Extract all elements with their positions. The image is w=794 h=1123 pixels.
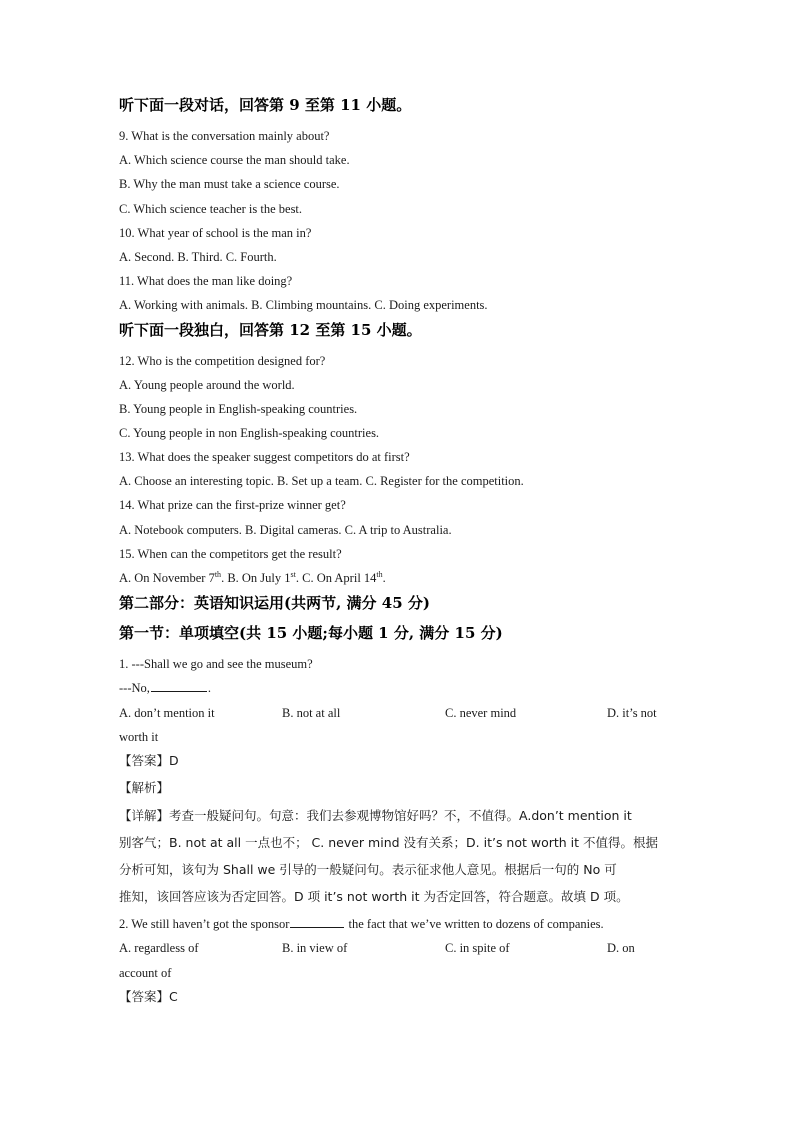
cloze-q1-option-a: A. don’t mention it (119, 706, 215, 720)
answer-blank (290, 916, 344, 928)
question-13: 13. What does the speaker suggest competitors do at first? (119, 450, 410, 464)
question-14-options: A. Notebook computers. B. Digital cameras. C. A trip to Australia. (119, 523, 452, 537)
detail-line-2: 别客气；B. not at all 一点也不； C. never mind 没有关系；D. it’s not worth it 不值得。根据 (119, 835, 659, 850)
q15-option-b-text: . B. On July 1 (221, 571, 291, 585)
section-heading-12-15: 听下面一段独白，回答第 12 至第 15 小题。 (119, 321, 422, 339)
cloze-q2 (119, 916, 604, 932)
question-14: 14. What prize can the first-prize winner get? (119, 498, 346, 512)
answer-label: 【答案】 (119, 753, 170, 768)
cloze-q2-option-c: C. in spite of (445, 941, 510, 955)
question-9-option-b: B. Why the man must take a science course. (119, 177, 340, 191)
section-heading-9-11: 听下面一段对话，回答第 9 至第 11 小题。 (119, 96, 412, 114)
answer-blank (151, 680, 207, 692)
detail-line-1 (119, 808, 632, 824)
part2-section1-heading: 第一节：单项填空(共 15 小题;每小题 1 分, 满分 15 分) (119, 624, 503, 642)
answer-label: 【答案】 (119, 989, 170, 1004)
cloze-q1-line2-post: . (207, 681, 212, 695)
question-12-option-a: A. Young people around the world. (119, 378, 295, 392)
detail-line-4: 推知，该回答应该为否定回答。D 项 it’s not worth it 为否定回答，符合题意。故填 D 项。 (119, 889, 629, 904)
detail-line-3: 分析可知，该句为 Shall we 引导的一般疑问句。表示征求他人意见。根据后一句的 No 可 (119, 862, 617, 877)
cloze-q2-pre: 2. We still haven’t got the sponsor (119, 917, 290, 931)
question-11: 11. What does the man like doing? (119, 274, 293, 288)
q15-option-a-sup: th (214, 569, 222, 579)
question-15: 15. When can the competitors get the result? (119, 547, 342, 561)
question-12-option-b: B. Young people in English-speaking countries. (119, 402, 358, 416)
question-9: 9. What is the conversation mainly about? (119, 129, 330, 143)
cloze-q1-line1: 1. ---Shall we go and see the museum? (119, 657, 313, 671)
cloze-q2-option-d: D. on (607, 941, 635, 955)
analysis-label: 【解析】 (119, 780, 170, 795)
question-12-option-c: C. Young people in non English-speaking countries. (119, 426, 380, 440)
cloze-q1-option-c: C. never mind (445, 706, 517, 720)
detail-label: 【详解】 (119, 808, 170, 823)
cloze-q1-option-b: B. not at all (282, 706, 341, 720)
q15-option-c-text: . C. On April 14 (295, 571, 377, 585)
question-9-option-a: A. Which science course the man should take. (119, 153, 350, 167)
question-9-option-c: C. Which science teacher is the best. (119, 202, 303, 216)
question-12: 12. Who is the competition designed for? (119, 354, 326, 368)
question-13-options: A. Choose an interesting topic. B. Set up a team. C. Register for the competition. (119, 474, 524, 488)
cloze-q1-answer (119, 753, 179, 769)
cloze-q2-option-b: B. in view of (282, 941, 348, 955)
cloze-q2-option-a: A. regardless of (119, 941, 199, 955)
q15-option-a-text: A. On November 7 (119, 571, 215, 585)
q15-end: . (382, 571, 386, 585)
detail-text-1: 考查一般疑问句。句意：我们去参观博物馆好吗？不，不值得。A.don’t mention it (169, 808, 632, 823)
question-15-options (119, 570, 386, 586)
question-10: 10. What year of school is the man in? (119, 226, 312, 240)
part2-heading: 第二部分：英语知识运用(共两节, 满分 45 分) (119, 594, 430, 612)
q15-option-c-sup: th (376, 569, 383, 579)
q15-option-b-sup: st (290, 569, 296, 579)
cloze-q2-option-d-cont: account of (119, 966, 172, 980)
question-11-options: A. Working with animals. B. Climbing mountains. C. Doing experiments. (119, 298, 488, 312)
cloze-q1-line2 (119, 680, 211, 696)
cloze-q2-answer (119, 989, 178, 1005)
cloze-q2-post: the fact that we’ve written to dozens of companies. (345, 917, 604, 931)
cloze-q1-line2-pre: ---No, (119, 681, 150, 695)
answer-value: C (169, 989, 178, 1004)
cloze-q1-option-d: D. it’s not (607, 706, 657, 720)
cloze-q1-option-d-cont: worth it (119, 730, 159, 744)
question-10-options: A. Second. B. Third. C. Fourth. (119, 250, 277, 264)
answer-value: D (169, 753, 179, 768)
